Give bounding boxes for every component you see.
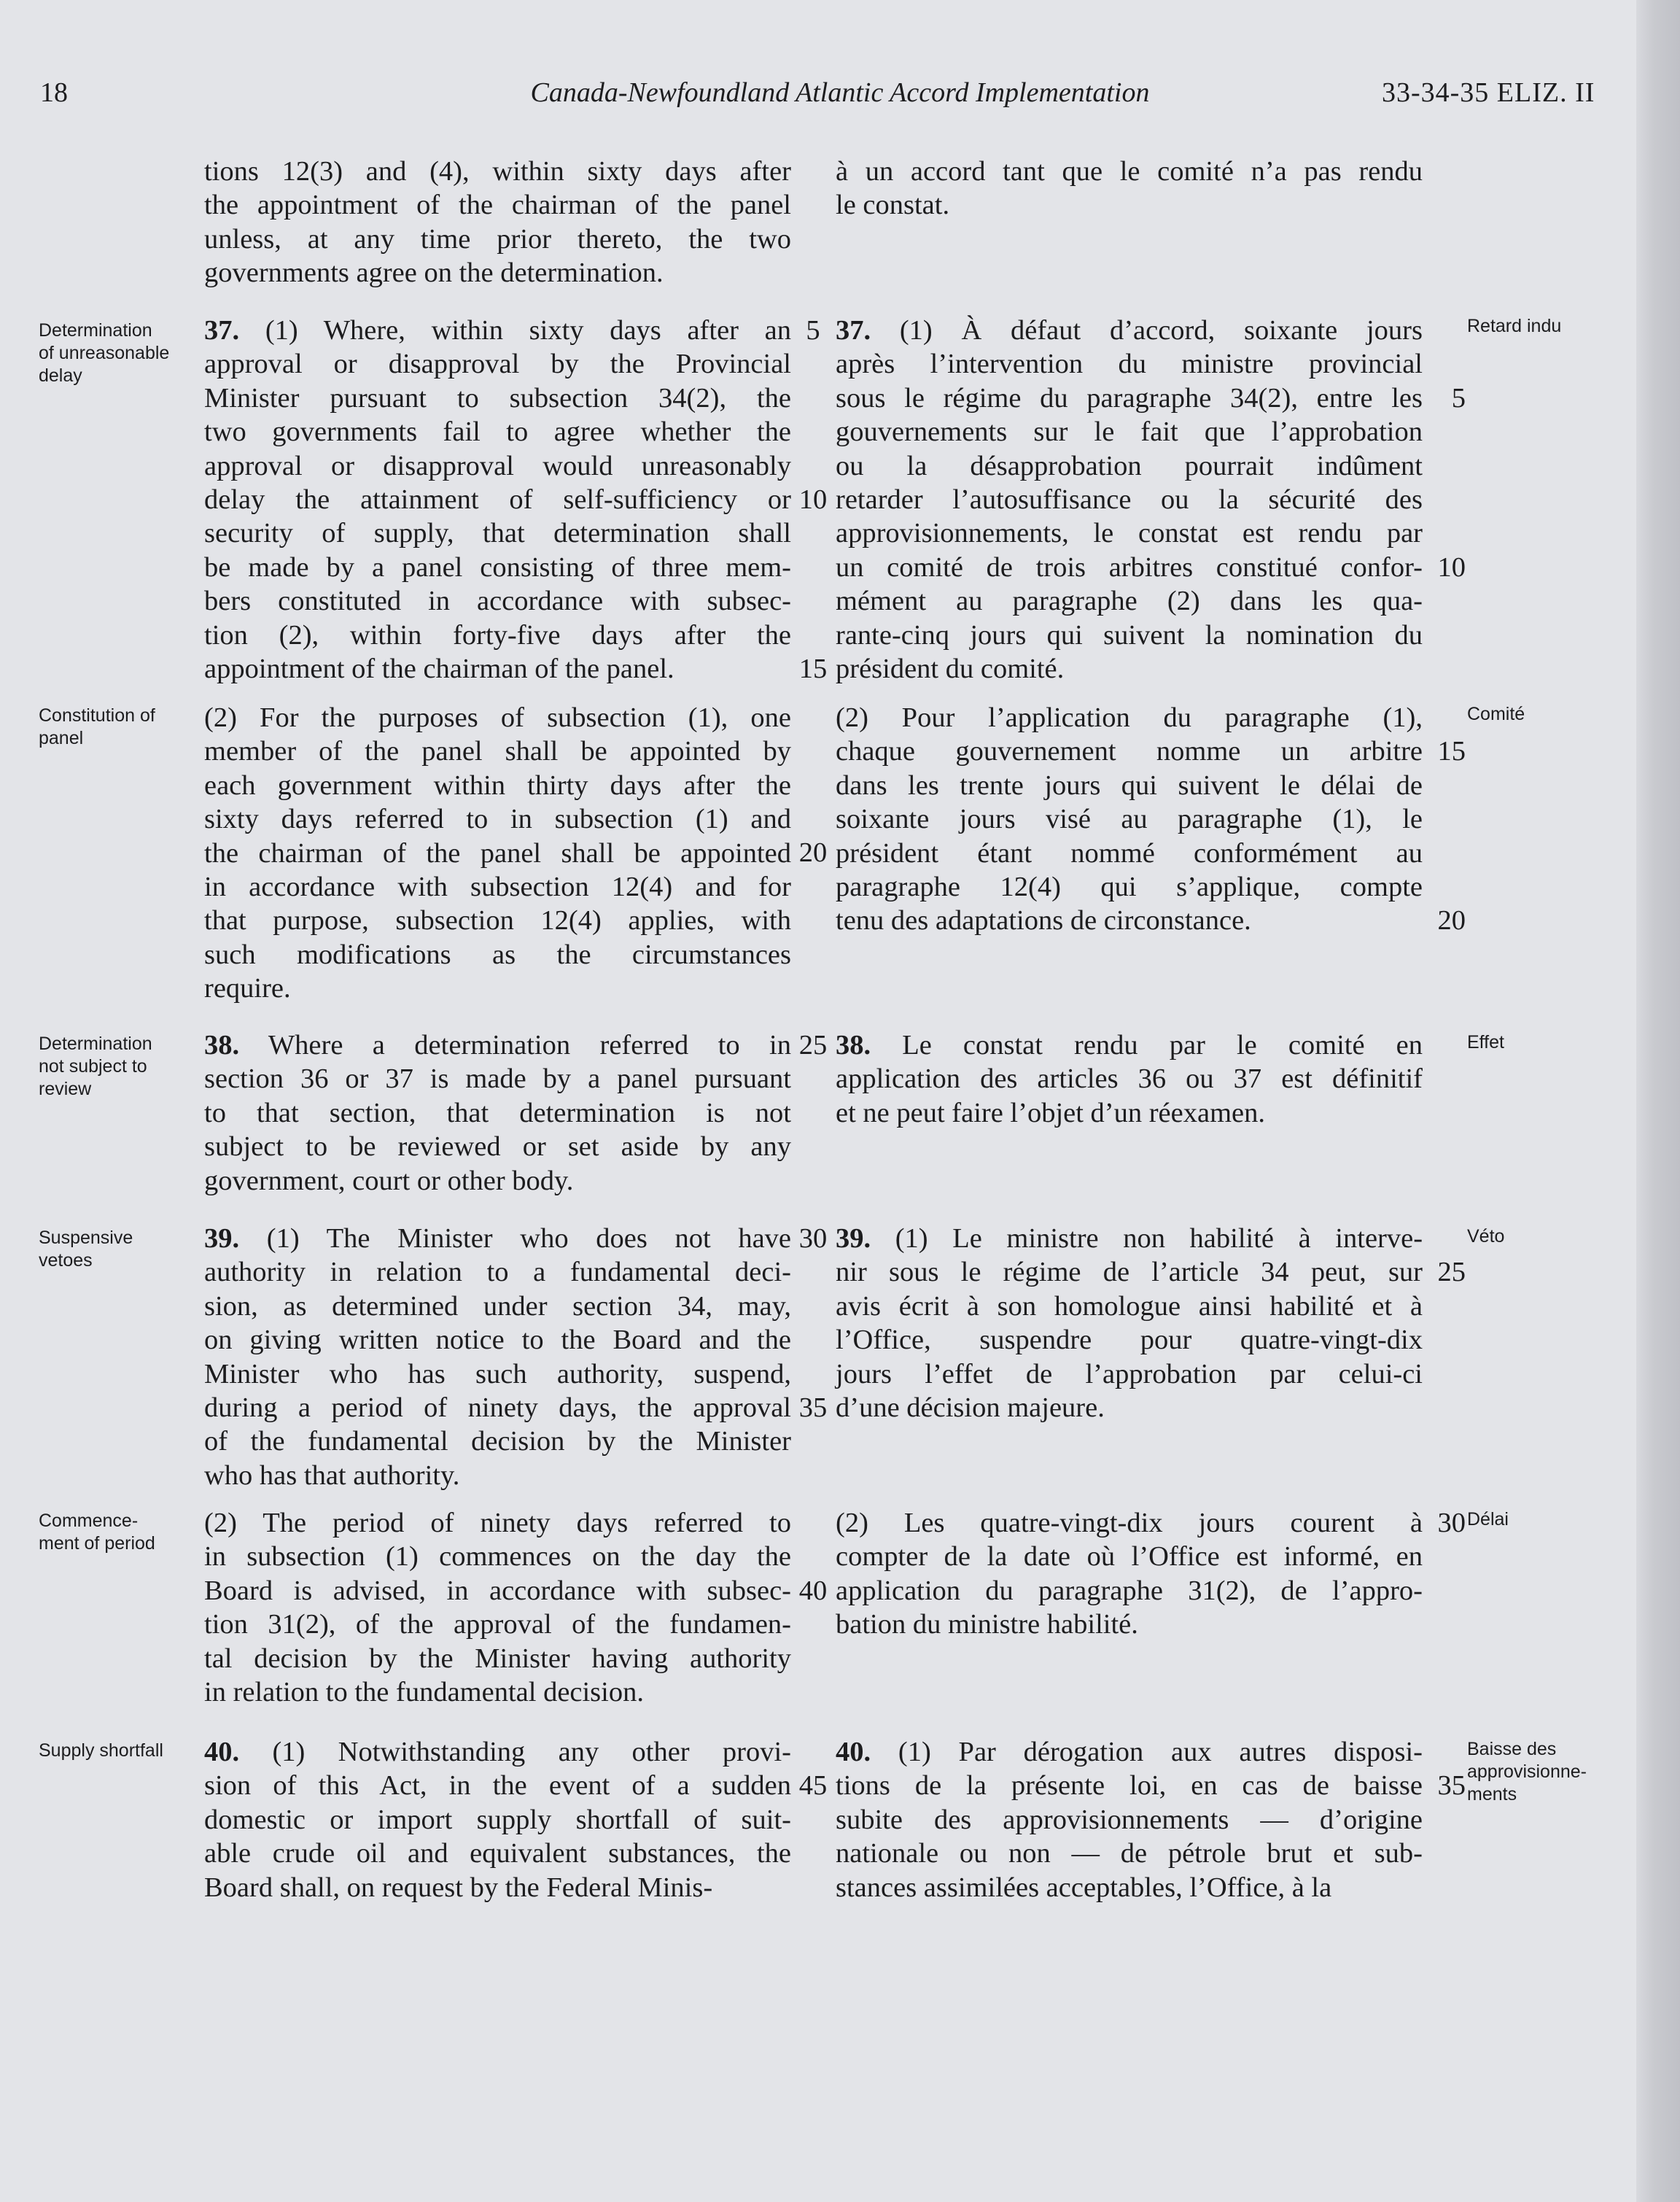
text-line: that purpose, subsection 12(4) applies, with xyxy=(204,905,791,937)
text-line: (2) For the purposes of subsection (1), one xyxy=(204,702,791,733)
text-line: of the fundamental decision by the Minister xyxy=(204,1426,791,1457)
text-line: tion 31(2), of the approval of the fundamen- xyxy=(204,1609,791,1640)
margin-note-delai: Délai xyxy=(1467,1509,1509,1530)
text-line: tions de la présente loi, en cas de baisse xyxy=(836,1770,1423,1802)
text-line: tion (2), within forty-five days after the xyxy=(204,619,791,651)
text-line: two governments fail to agree whether the xyxy=(204,416,791,448)
text-line: approval or disapproval would unreasonably xyxy=(204,450,791,481)
text-line: (2) Pour l’application du paragraphe (1), xyxy=(836,702,1423,733)
line-number-en: 30 xyxy=(798,1223,828,1254)
text-line: sous le régime du paragraphe 34(2), entre les xyxy=(836,382,1423,414)
margin-note-constitution-of-panel: Constitution of panel xyxy=(39,705,155,748)
text-line: 37. (1) Where, within sixty days after an xyxy=(204,315,791,346)
text-line: to that section, that determination is not xyxy=(204,1097,791,1128)
line-number-en: 45 xyxy=(798,1770,828,1801)
margin-note-unreasonable-delay: Determination of unreasonable delay xyxy=(39,320,170,386)
text-line: domestic or import supply shortfall of suit- xyxy=(204,1804,791,1835)
text-line: 40. (1) Notwithstanding any other provi- xyxy=(204,1737,791,1767)
text-line: président du comité. xyxy=(836,654,1065,685)
line-number-en: 5 xyxy=(806,315,820,346)
text-line: delay the attainment of self-sufficiency or xyxy=(204,484,791,516)
french-section-37-2 xyxy=(836,701,1423,938)
text-line: d’une décision majeure. xyxy=(836,1392,1105,1424)
text-line: jours l’effet de l’approbation par celui-ci xyxy=(836,1358,1423,1389)
text-line: able crude oil and equivalent substances, the xyxy=(204,1838,791,1869)
text-line: avis écrit à son homologue ainsi habilité et à xyxy=(836,1290,1423,1322)
margin-note-baisse: Baisse des approvisionne- ments xyxy=(1467,1739,1587,1804)
text-line: un comité de trois arbitres constitué confor- xyxy=(836,551,1423,583)
margin-note-commencement: Commence- ment of period xyxy=(39,1511,155,1554)
text-line: governments agree on the determination. xyxy=(204,257,664,289)
line-number-en: 25 xyxy=(798,1030,828,1061)
text-line: government, court or other body. xyxy=(204,1165,574,1196)
line-number-fr: 15 xyxy=(1437,736,1466,767)
text-line: the appointment of the chairman of the panel xyxy=(204,190,791,221)
margin-note-veto: Véto xyxy=(1467,1226,1505,1247)
line-number-en: 40 xyxy=(798,1575,828,1606)
english-section-38 xyxy=(204,1028,791,1198)
text-line: (2) The period of ninety days referred to xyxy=(204,1508,791,1538)
text-line: retarder l’autosuffisance ou la sécurité des xyxy=(836,484,1423,516)
text-line: sion of this Act, in the event of a sudden xyxy=(204,1770,791,1802)
text-line: président étant nommé conformément au xyxy=(836,837,1423,869)
text-line: approval or disapproval by the Provincial xyxy=(204,349,791,380)
text-line: approvisionnements, le constat est rendu par xyxy=(836,518,1423,549)
text-line: le constat. xyxy=(836,190,950,221)
french-continuation xyxy=(836,155,1423,222)
text-line: gouvernements sur le fait que l’approbation xyxy=(836,416,1423,448)
line-number-en: 20 xyxy=(798,837,828,868)
text-line: tal decision by the Minister having authority xyxy=(204,1643,791,1674)
line-number-fr: 35 xyxy=(1437,1770,1466,1801)
line-number-en: 35 xyxy=(798,1392,828,1423)
text-line: 38. Where a determination referred to in xyxy=(204,1030,791,1061)
line-number-fr: 25 xyxy=(1437,1257,1466,1287)
text-line: tions 12(3) and (4), within sixty days after xyxy=(204,156,791,187)
text-line: in accordance with subsection 12(4) and for xyxy=(204,872,791,903)
page-number: 18 xyxy=(40,77,68,108)
english-section-39-1 xyxy=(204,1222,791,1492)
text-line: 38. Le constat rendu par le comité en xyxy=(836,1030,1423,1061)
text-line: mément au paragraphe (2) dans les qua- xyxy=(836,586,1423,617)
text-line: security of supply, that determination shall xyxy=(204,518,791,549)
text-line: during a period of ninety days, the approval xyxy=(204,1392,791,1424)
text-line: après l’intervention du ministre provincial xyxy=(836,349,1423,380)
text-line: 39. (1) Le ministre non habilité à interve- xyxy=(836,1223,1423,1254)
text-line: require. xyxy=(204,973,291,1004)
text-line: 40. (1) Par dérogation aux autres disposi- xyxy=(836,1737,1423,1767)
text-line: nationale ou non — de pétrole brut et sub- xyxy=(836,1838,1423,1869)
text-line: sion, as determined under section 34, may, xyxy=(204,1290,791,1322)
text-line: ou la désapprobation pourrait indûment xyxy=(836,450,1423,481)
margin-note-supply-shortfall: Supply shortfall xyxy=(39,1740,163,1761)
text-line: (2) Les quatre-vingt-dix jours courent à xyxy=(836,1508,1423,1538)
text-line: on giving written notice to the Board and the xyxy=(204,1325,791,1356)
text-line: l’Office, suspendre pour quatre-vingt-dix xyxy=(836,1325,1423,1356)
french-section-39-2 xyxy=(836,1506,1423,1642)
margin-note-comite: Comité xyxy=(1467,704,1525,724)
english-continuation xyxy=(204,155,791,290)
text-line: subite des approvisionnements — d’origine xyxy=(836,1804,1423,1835)
text-line: Board shall, on request by the Federal Minis- xyxy=(204,1872,713,1903)
margin-note-retard-indu: Retard indu xyxy=(1467,316,1562,336)
english-section-40-1 xyxy=(204,1735,791,1904)
text-line: stances assimilées acceptables, l’Office, à la xyxy=(836,1872,1332,1903)
text-line: member of the panel shall be appointed by xyxy=(204,736,791,767)
line-number-fr: 5 xyxy=(1451,383,1466,414)
text-line: bation du ministre habilité. xyxy=(836,1609,1138,1640)
text-line: tenu des adaptations de circonstance. xyxy=(836,905,1251,937)
english-section-37-2 xyxy=(204,701,791,1006)
text-line: soixante jours visé au paragraphe (1), le xyxy=(836,804,1423,835)
text-line: sixty days referred to in subsection (1) and xyxy=(204,804,791,835)
text-line: application des articles 36 ou 37 est définitif xyxy=(836,1063,1423,1095)
text-line: application du paragraphe 31(2), de l’appro- xyxy=(836,1575,1423,1606)
text-line: chaque gouvernement nomme un arbitre xyxy=(836,736,1423,767)
line-number-fr: 20 xyxy=(1437,905,1466,936)
text-line: section 36 or 37 is made by a panel pursuant xyxy=(204,1063,791,1095)
running-title: Canada-Newfoundland Atlantic Accord Implementation xyxy=(530,77,1150,108)
margin-note-effet: Effet xyxy=(1467,1032,1504,1052)
text-line: dans les trente jours qui suivent le délai de xyxy=(836,769,1423,801)
text-line: in relation to the fundamental decision. xyxy=(204,1677,644,1708)
text-line: authority in relation to a fundamental deci- xyxy=(204,1257,791,1288)
line-number-en: 10 xyxy=(798,484,828,515)
english-section-37-1 xyxy=(204,314,791,686)
french-section-39-1 xyxy=(836,1222,1423,1424)
text-line: à un accord tant que le comité n’a pas rendu xyxy=(836,156,1423,187)
english-section-39-2 xyxy=(204,1506,791,1709)
text-line: paragraphe 12(4) qui s’applique, compte xyxy=(836,872,1423,903)
french-section-37-1 xyxy=(836,314,1423,686)
text-line: et ne peut faire l’objet d’un réexamen. xyxy=(836,1097,1265,1128)
regnal-year: 33-34-35 ELIZ. II xyxy=(1382,77,1595,108)
line-number-fr: 30 xyxy=(1437,1508,1466,1538)
text-line: Board is advised, in accordance with subsec- xyxy=(204,1575,791,1606)
text-line: appointment of the chairman of the panel. xyxy=(204,654,674,685)
text-line: rante-cinq jours qui suivent la nomination du xyxy=(836,619,1423,651)
text-line: 39. (1) The Minister who does not have xyxy=(204,1223,792,1254)
text-line: 37. (1) À défaut d’accord, soixante jours xyxy=(836,315,1423,346)
margin-note-suspensive-vetoes: Suspensive vetoes xyxy=(39,1228,133,1271)
margin-note-not-subject-to-review: Determination not subject to review xyxy=(39,1034,152,1099)
page-edge-shadow xyxy=(1636,0,1680,2202)
french-section-38 xyxy=(836,1028,1423,1130)
line-number-en: 15 xyxy=(798,654,828,684)
text-line: who has that authority. xyxy=(204,1459,460,1491)
text-line: each government within thirty days after the xyxy=(204,769,791,801)
text-line: such modifications as the circumstances xyxy=(204,939,791,970)
text-line: unless, at any time prior thereto, the two xyxy=(204,223,791,255)
line-number-fr: 10 xyxy=(1437,552,1466,583)
text-line: be made by a panel consisting of three mem- xyxy=(204,551,791,583)
text-line: Minister pursuant to subsection 34(2), the xyxy=(204,382,791,414)
text-line: compter de la date où l’Office est informé, en xyxy=(836,1541,1423,1573)
text-line: bers constituted in accordance with subsec- xyxy=(204,586,791,617)
text-line: in subsection (1) commences on the day the xyxy=(204,1541,791,1573)
text-line: Minister who has such authority, suspend, xyxy=(204,1358,791,1389)
text-line: nir sous le régime de l’article 34 peut, sur xyxy=(836,1257,1423,1288)
text-line: the chairman of the panel shall be appointed xyxy=(204,837,791,869)
text-line: subject to be reviewed or set aside by any xyxy=(204,1131,791,1163)
french-section-40-1 xyxy=(836,1735,1423,1904)
